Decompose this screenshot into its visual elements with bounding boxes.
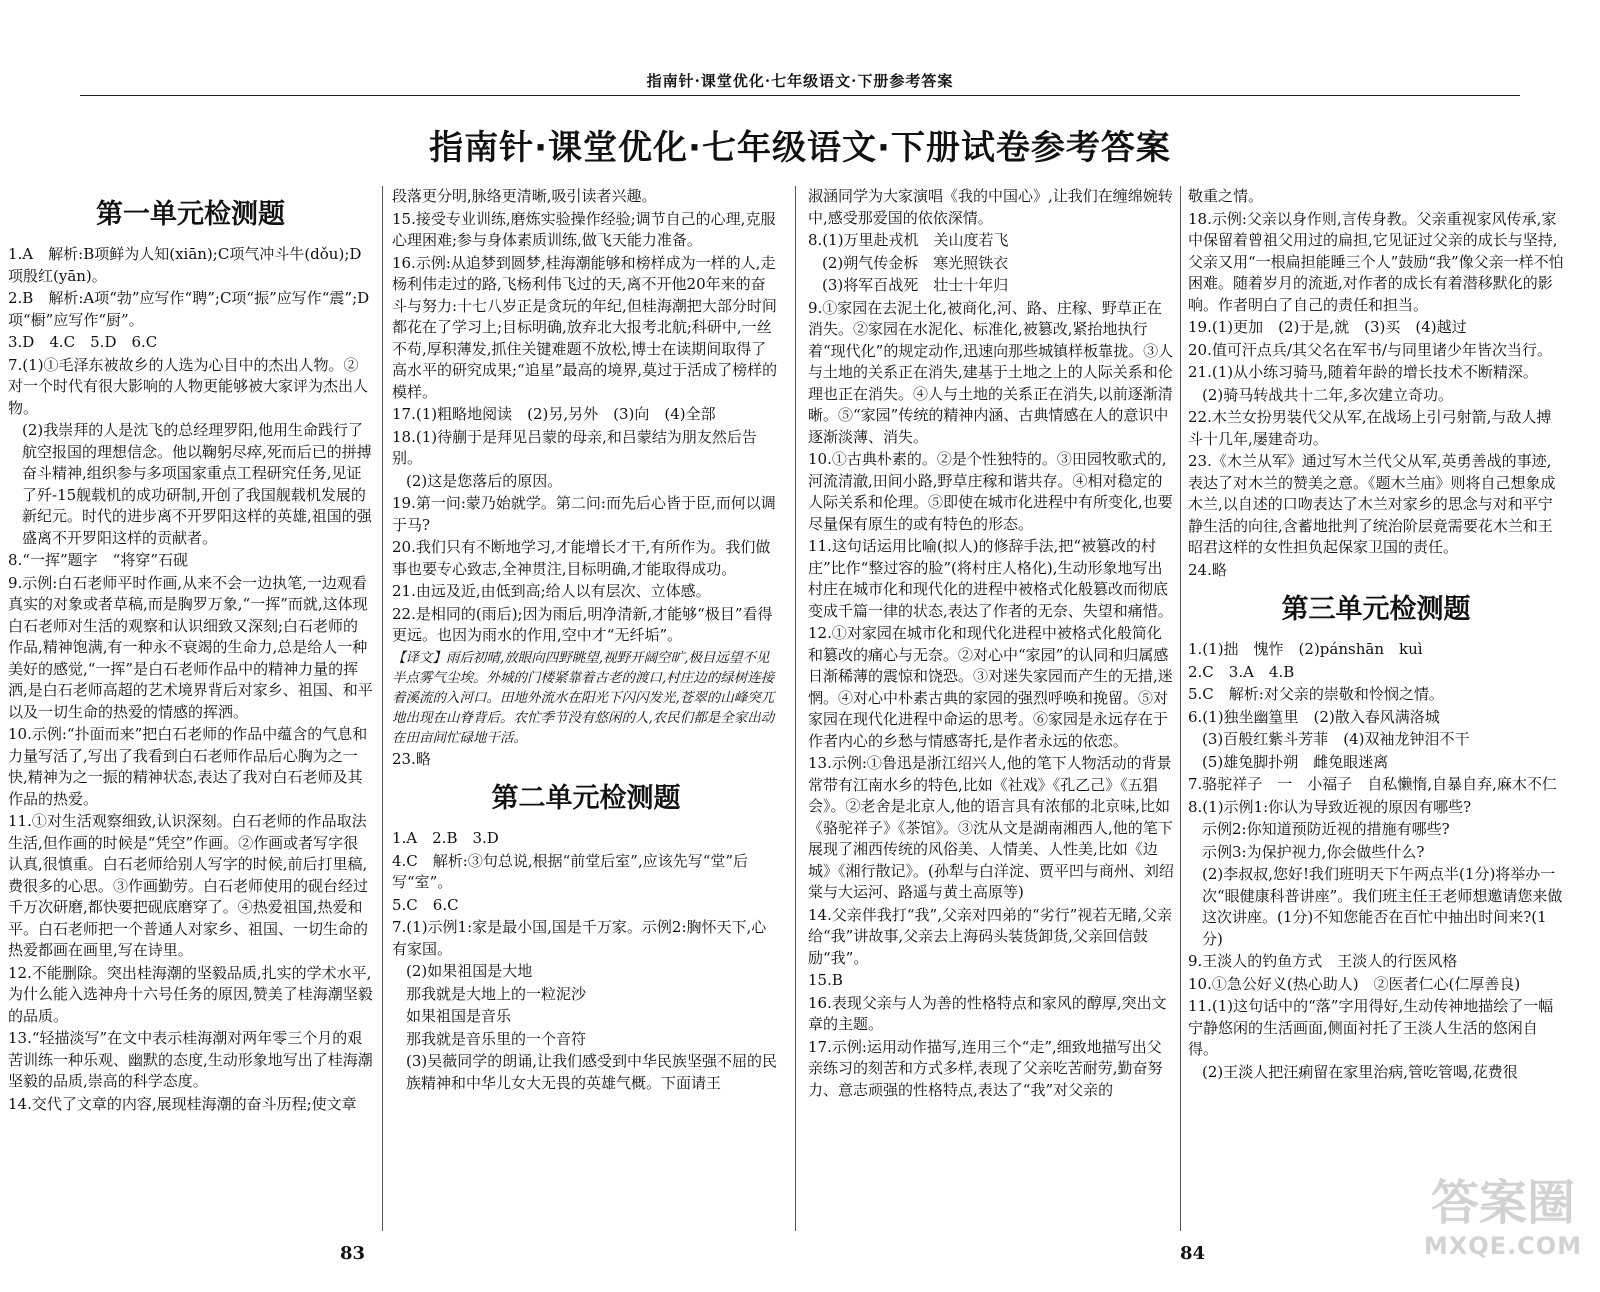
- answer-item: 8.(1)示例1:你认为导致近视的原因有哪些?: [1188, 797, 1472, 816]
- answer-item: 17.(1)粗略地阅读 (2)另,另外 (3)向 (4)全部: [392, 405, 716, 423]
- answer-item: 3.D 4.C 5.D 6.C: [8, 333, 158, 351]
- answer-item: (2)王淡人把汪痢留在家里治病,管吃管喝,花费很: [1202, 1062, 1518, 1081]
- answer-item: 11.(1)这句话中的“落”字用得好,生动传神地描绘了一幅宁静悠闲的生活画面,侧面衬托了王淡人生活的悠闲自得。: [1188, 997, 1554, 1058]
- answer-item: 2.C 3.A 4.B: [1188, 662, 1295, 681]
- answer-item: 1.(1)拙 愧怍 (2)pánshān kuì: [1188, 640, 1423, 658]
- translation-note: 【译文】雨后初晴,放眼向四野眺望,视野开阔空旷,极目远望不见半点雾气尘埃。外城的门楼紧靠着古老的渡口,村庄边的绿树连接着溪流的入河口。田地外流水在阳光下闪闪发光,苍翠的山峰突兀地出现在山脊背后。农忙季节没有悠闲的人,农民们都是全家出动在田亩间忙碌地干活。: [392, 649, 775, 746]
- answer-item: 5.C 解析:对父亲的崇敬和怜悯之情。: [1188, 685, 1444, 703]
- answer-item: 19.(1)更加 (2)于是,就 (3)买 (4)越过: [1188, 318, 1467, 336]
- section-heading-unit-3: 第三单元检测题: [1281, 594, 1471, 625]
- answer-item: 如果祖国是音乐: [406, 1007, 512, 1025]
- answer-item: 19.第一问:蒙乃始就学。第二问:而先后心皆于臣,而何以调于马?: [392, 494, 776, 534]
- answer-item: 10.示例:“扑面而来”把白石老师的作品中蕴含的气息和力量写活了,写出了我看到白石老师作品后心胸为之一快,精神为之一振的精神状态,表达了我对白石老师及其作品的热爱。: [8, 725, 368, 808]
- column-divider: [382, 186, 383, 1231]
- answer-item: (5)雄兔脚扑朔 雌兔眼迷离: [1202, 752, 1389, 771]
- section-heading-unit-2: 第二单元检测题: [491, 783, 681, 814]
- answer-item: 22.是相同的(雨后);因为雨后,明净清新,才能够“极目”看得更远。也因为雨水的作用,空中才“无纤垢”。: [392, 604, 773, 644]
- column-divider: [795, 186, 796, 1231]
- watermark-brand: 答案圈: [1430, 1175, 1575, 1231]
- answer-item: 8.“一挥”题字 “将穿”石砚: [8, 551, 188, 569]
- page-title: 指南针·课堂优化·七年级语文·下册试卷参考答案: [429, 128, 1171, 168]
- running-header: 指南针·课堂优化·七年级语文·下册参考答案: [646, 72, 954, 90]
- answer-item: 11.这句话运用比喻(拟人)的修辞手法,把“被篡改的村庄”比作“整过容的脸”(将村庄人格化),生动形象地写出村庄在城市化和现代化的进程中被格式化般篡改而彻底变成千篇一律的状态,表达了作者的无奈、失望和痛惜。: [808, 537, 1173, 620]
- answer-item: 21.(1)从小练习骑马,随着年龄的增长技术不断精深。: [1188, 363, 1538, 381]
- answer-item: 20.我们只有不断地学习,才能增长才干,有所作为。我们做事也要专心致志,全神贯注,目标明确,才能取得成功。: [392, 538, 771, 578]
- answer-item: 16.表现父亲与人为善的性格特点和家风的醇厚,突出文章的主题。: [808, 993, 1167, 1033]
- answer-item: (2)这是您落后的原因。: [406, 471, 563, 490]
- answer-item: (2)李叔叔,您好!我们班明天下午两点半(1分)将举办一次“眼健康科普讲座”。我们班主任王老师想邀请您来做这次讲座。(1分)不知您能否在百忙中抽出时间来?(1分): [1202, 865, 1563, 948]
- answer-list: [1188, 639, 1564, 1083]
- answer-item: 15.B: [808, 971, 843, 989]
- answer-item: (3)百般红紫斗芳菲 (4)双袖龙钟泪不干: [1202, 730, 1470, 748]
- answer-item: 13.示例:①鲁迅是浙江绍兴人,他的笔下人物活动的背景常带有江南水乡的特色,比如《社戏》《孔乙己》《五猖会》。②老舍是北京人,他的语言具有浓郁的北京味,比如《骆驼祥子》《茶馆》。③沈从文是湖南湘西人,他的笔下展现了湘西传统的风俗美、人情美、人性美,比如《边城》《湘行散记》。(孙犁与白洋淀、贾平凹与商州、刘绍棠与大运河、路遥与黄土高原等): [808, 754, 1174, 901]
- answer-list: [808, 186, 1175, 1101]
- answer-item: 24.略: [1188, 560, 1227, 579]
- answer-item: 12.不能删除。突出桂海潮的坚毅品质,扎实的学术水平,为什么能入选神舟十六号任务的原因,赞美了桂海潮坚毅的品质。: [8, 963, 373, 1025]
- answer-item: 8.(1)万里赴戎机 关山度若飞: [808, 231, 1009, 249]
- answer-item: 9.①家园在去泥土化,被商化,河、路、庄稼、野草正在消失。②家园在水泥化、标准化,被篡改,紧抬地执行着“现代化”的规定动作,迅速向那些城镇样板靠拢。③人与土地的关系正在消失,建基于土地之上的人际关系和伦理也正在消失。④人与土地的关系正在消失,以前逐渐清晰。⑤“家园”传统的精神内涵、古典情感在人的意识中逐渐淡薄、消失。: [808, 298, 1174, 446]
- answer-item: 21.由远及近,由低到高;给人以有层次、立体感。: [392, 582, 711, 600]
- answer-list: [392, 186, 780, 647]
- answer-item: 14.父亲伴我打“我”,父亲对四弟的“劣行”视若无睹,父亲给“我”讲故事,父亲去上海码头装货卸货,父亲回信鼓励“我”。: [808, 905, 1173, 967]
- answer-item: 23.略: [392, 749, 431, 768]
- column-3: [808, 186, 1175, 1231]
- answer-item: 1.A 2.B 3.D: [392, 829, 499, 847]
- answer-list: [392, 828, 780, 1094]
- answer-item: 那我就是音乐里的一个音符: [406, 1029, 587, 1048]
- answer-item: 淑涵同学为大家演唱《我的中国心》,让我们在缠绵婉转中,感受那爱国的依依深情。: [808, 187, 1173, 227]
- answer-item: 14.交代了文章的内容,展现桂海潮的奋斗历程;使文章: [8, 1094, 357, 1113]
- answer-item: 示例3:为保护视力,你会做些什么?: [1202, 842, 1425, 861]
- answer-item: 11.①对生活观察细致,认识深刻。白石老师的作品取法生活,但作画的时候是“凭空”作画。②作画或者写字很认真,很慎重。白石老师给别人写字的时候,前后打里稿,费很多的心思。③作画勤劳。白石老师使用的砚台经过千万次研磨,都快要把砚底磨穿了。④热爱祖国,热爱和平。白石老师把一个普通人对家乡、祖国、一切生命的热爱都画在画里,写在诗里。: [8, 812, 369, 959]
- answer-item: 那我就是大地上的一粒泥沙: [406, 984, 587, 1003]
- header-rule: [80, 95, 1520, 96]
- answer-item: 示例2:你知道预防近视的措施有哪些?: [1202, 820, 1450, 838]
- answer-item: 23.《木兰从军》通过写木兰代父从军,英勇善战的事迹,表达了对木兰的赞美之意。《题木兰庙》则将自己想象成木兰,以自述的口吻表达了木兰对家乡的思念与对和平宁静生活的向往,含蓄地批判了统治阶层竟需要花木兰和王昭君这样的女性担负起保家卫国的责任。: [1188, 452, 1556, 556]
- answer-item: (2)我崇拜的人是沈飞的总经理罗阳,他用生命践行了航空报国的理想信念。他以鞠躬尽瘁,死而后已的拼搏奋斗精神,组织参与多项国家重点工程研究任务,见证了歼-15舰载机的成功研制,开创了我国舰载机发展的新纪元。时代的进步离不开罗阳这样的英雄,祖国的强盛离不开罗阳这样的贡献者。: [22, 421, 372, 547]
- answer-item: 7.(1)①毛泽东被故乡的人选为心目中的杰出人物。②对一个时代有很大影响的人物更能够被大家评为杰出人物。: [8, 355, 369, 417]
- page-number-right: 84: [1180, 1243, 1206, 1264]
- answer-item: (3)将军百战死 壮士十年归: [822, 276, 1009, 294]
- answer-item: 10.①古典朴素的。②是个性独特的。③田园牧歌式的,河流清澈,田间小路,野草庄稼和谐共存。④相对稳定的人际关系和伦理。⑤即使在城市化进程中有所变化,也要尽量保有原生的或有特色的形态。: [808, 450, 1173, 533]
- answer-item: 13.“轻描淡写”在文中表示桂海潮对两年零三个月的艰苦训练一种乐观、幽默的态度,生动形象地写出了桂海潮坚毅的品质,崇高的科学态度。: [8, 1029, 373, 1090]
- answer-item: 2.B 解析:A项“勃”应写作“聘”;C项“振”应写作“震”;D项“橱”应写作“厨”。: [8, 289, 370, 329]
- answer-item: 7.骆驼祥子 一 小福子 自私懒惰,自暴自弃,麻木不仁: [1188, 775, 1557, 793]
- answer-item: 6.(1)独坐幽篁里 (2)散入春风满洛城: [1188, 707, 1440, 726]
- answer-item: 18.(1)待蒯于是拜见吕蒙的母亲,和吕蒙结为朋友然后告别。: [392, 427, 757, 467]
- answer-item: 16.示例:从追梦到圆梦,桂海潮能够和榜样成为一样的人,走杨利伟走过的路,飞杨利伟飞过的天,离不开他20年来的奋斗与努力:十七八岁正是贪玩的年纪,但桂海潮把大部分时间都花在了学习上;目标明确,放弃北大报考北航;科研中,一丝不苟,厚积薄发,抓住关键难题不放松,博士在读期间取得了高水平的研究成果;“追星”最高的境界,莫过于活成了榜样的模样。: [392, 253, 778, 401]
- answer-item: 12.①对家园在城市化和现代化进程中被格式化般简化和篡改的痛心与无奈。②对心中“家园”的认同和归属感日渐稀薄的震惊和饶恐。③对迷失家园而产生的无措,迷惘。④对心中朴素古典的家园的强烈呼唤和挽留。⑤对家园在现代化进程中命运的思考。⑥家园是永远存在于作者内心的乡愁与情感寄托,是作者永远的依恋。: [808, 624, 1173, 750]
- column-divider: [1180, 186, 1181, 1231]
- answer-item: 1.A 解析:B项鲜为人知(xiān);C项气冲斗牛(dǒu);D项殷红(yān)。: [8, 245, 362, 285]
- page-number-left: 83: [340, 1243, 366, 1264]
- answer-item: 17.示例:运用动作描写,连用三个“走”,细致地描写出父亲练习的刻苦和方式多样,表现了父亲吃苦耐劳,勤奋努力、意志顽强的性格特点,表达了“我”对父亲的: [808, 1037, 1163, 1099]
- answer-item: (3)吴薇同学的朗诵,让我们感受到中华民族坚强不屈的民族精神和中华儿女大无畏的英雄气概。下面请王: [406, 1052, 778, 1092]
- answer-item: (2)骑马转战共十二年,多次建立奇功。: [1202, 385, 1454, 404]
- column-2: [392, 186, 780, 1231]
- answer-item: 20.值可汗点兵/其父名在军书/与同里诸少年皆次当行。: [1188, 340, 1552, 359]
- answer-item: 敬重之情。: [1188, 187, 1264, 205]
- answer-item: 4.C 解析:③句总说,根据“前堂后室”,应该先写“堂”后写“室”。: [392, 851, 749, 891]
- answer-item: 段落更分明,脉络更清晰,吸引读者兴趣。: [392, 187, 657, 205]
- watermark-url: MXQE.COM: [1423, 1232, 1583, 1260]
- section-heading-unit-1: 第一单元检测题: [96, 199, 285, 230]
- watermark-logo: [1418, 1174, 1588, 1284]
- column-1: [8, 186, 373, 1231]
- answer-item: 10.①急公好义(热心助人) ②医者仁心(仁厚善良): [1188, 974, 1521, 993]
- answer-list: [8, 244, 373, 1115]
- answer-item: 15.接受专业训练,磨炼实验操作经验;调节自己的心理,克服心理困难;参与身体素质训练,做飞天能力准备。: [392, 209, 776, 249]
- answer-item: 7.(1)示例1:家是最小国,国是千万家。示例2:胸怀天下,心有家国。: [392, 918, 767, 958]
- answer-item: 9.示例:白石老师平时作画,从来不会一边执笔,一边观看真实的对象或者草稿,而是胸罗万象,“一挥”而就,这体现白石老师对生活的观察和认识细致又深刻;白石老师的作品,精神饱满,有一种永不衰竭的生命力,总是给人一种美好的感觉,“一挥”是白石老师作品中的精神力量的挥洒,是白石老师高超的艺术境界背后对家乡、祖国、和平以及一切生命的热爱的情感的挥洒。: [8, 573, 373, 721]
- answer-item: 22.木兰女扮男装代父从军,在战场上引弓射箭,与敌人搏斗十几年,屡建奇功。: [1188, 408, 1552, 448]
- column-4: [1188, 186, 1564, 1231]
- answer-list: [1188, 186, 1564, 581]
- answer-item: 9.王淡人的钓鱼方式 王淡人的行医风格: [1188, 952, 1458, 970]
- answer-item: (2)如果祖国是大地: [406, 962, 533, 980]
- answer-item: 5.C 6.C: [392, 895, 459, 914]
- answer-item: (2)朔气传金柝 寒光照铁衣: [822, 253, 1009, 272]
- answer-item: 18.示例:父亲以身作则,言传身教。父亲重视家风传承,家中保留着曾祖父用过的扁担,它见证过父亲的成长与坚持,父亲又用“一根扁担能睡三个人”鼓励“我”像父亲一样不怕困难。随着岁月的流逝,对作者的成长有着潜移默化的影响。作者明白了自己的责任和担当。: [1188, 209, 1564, 314]
